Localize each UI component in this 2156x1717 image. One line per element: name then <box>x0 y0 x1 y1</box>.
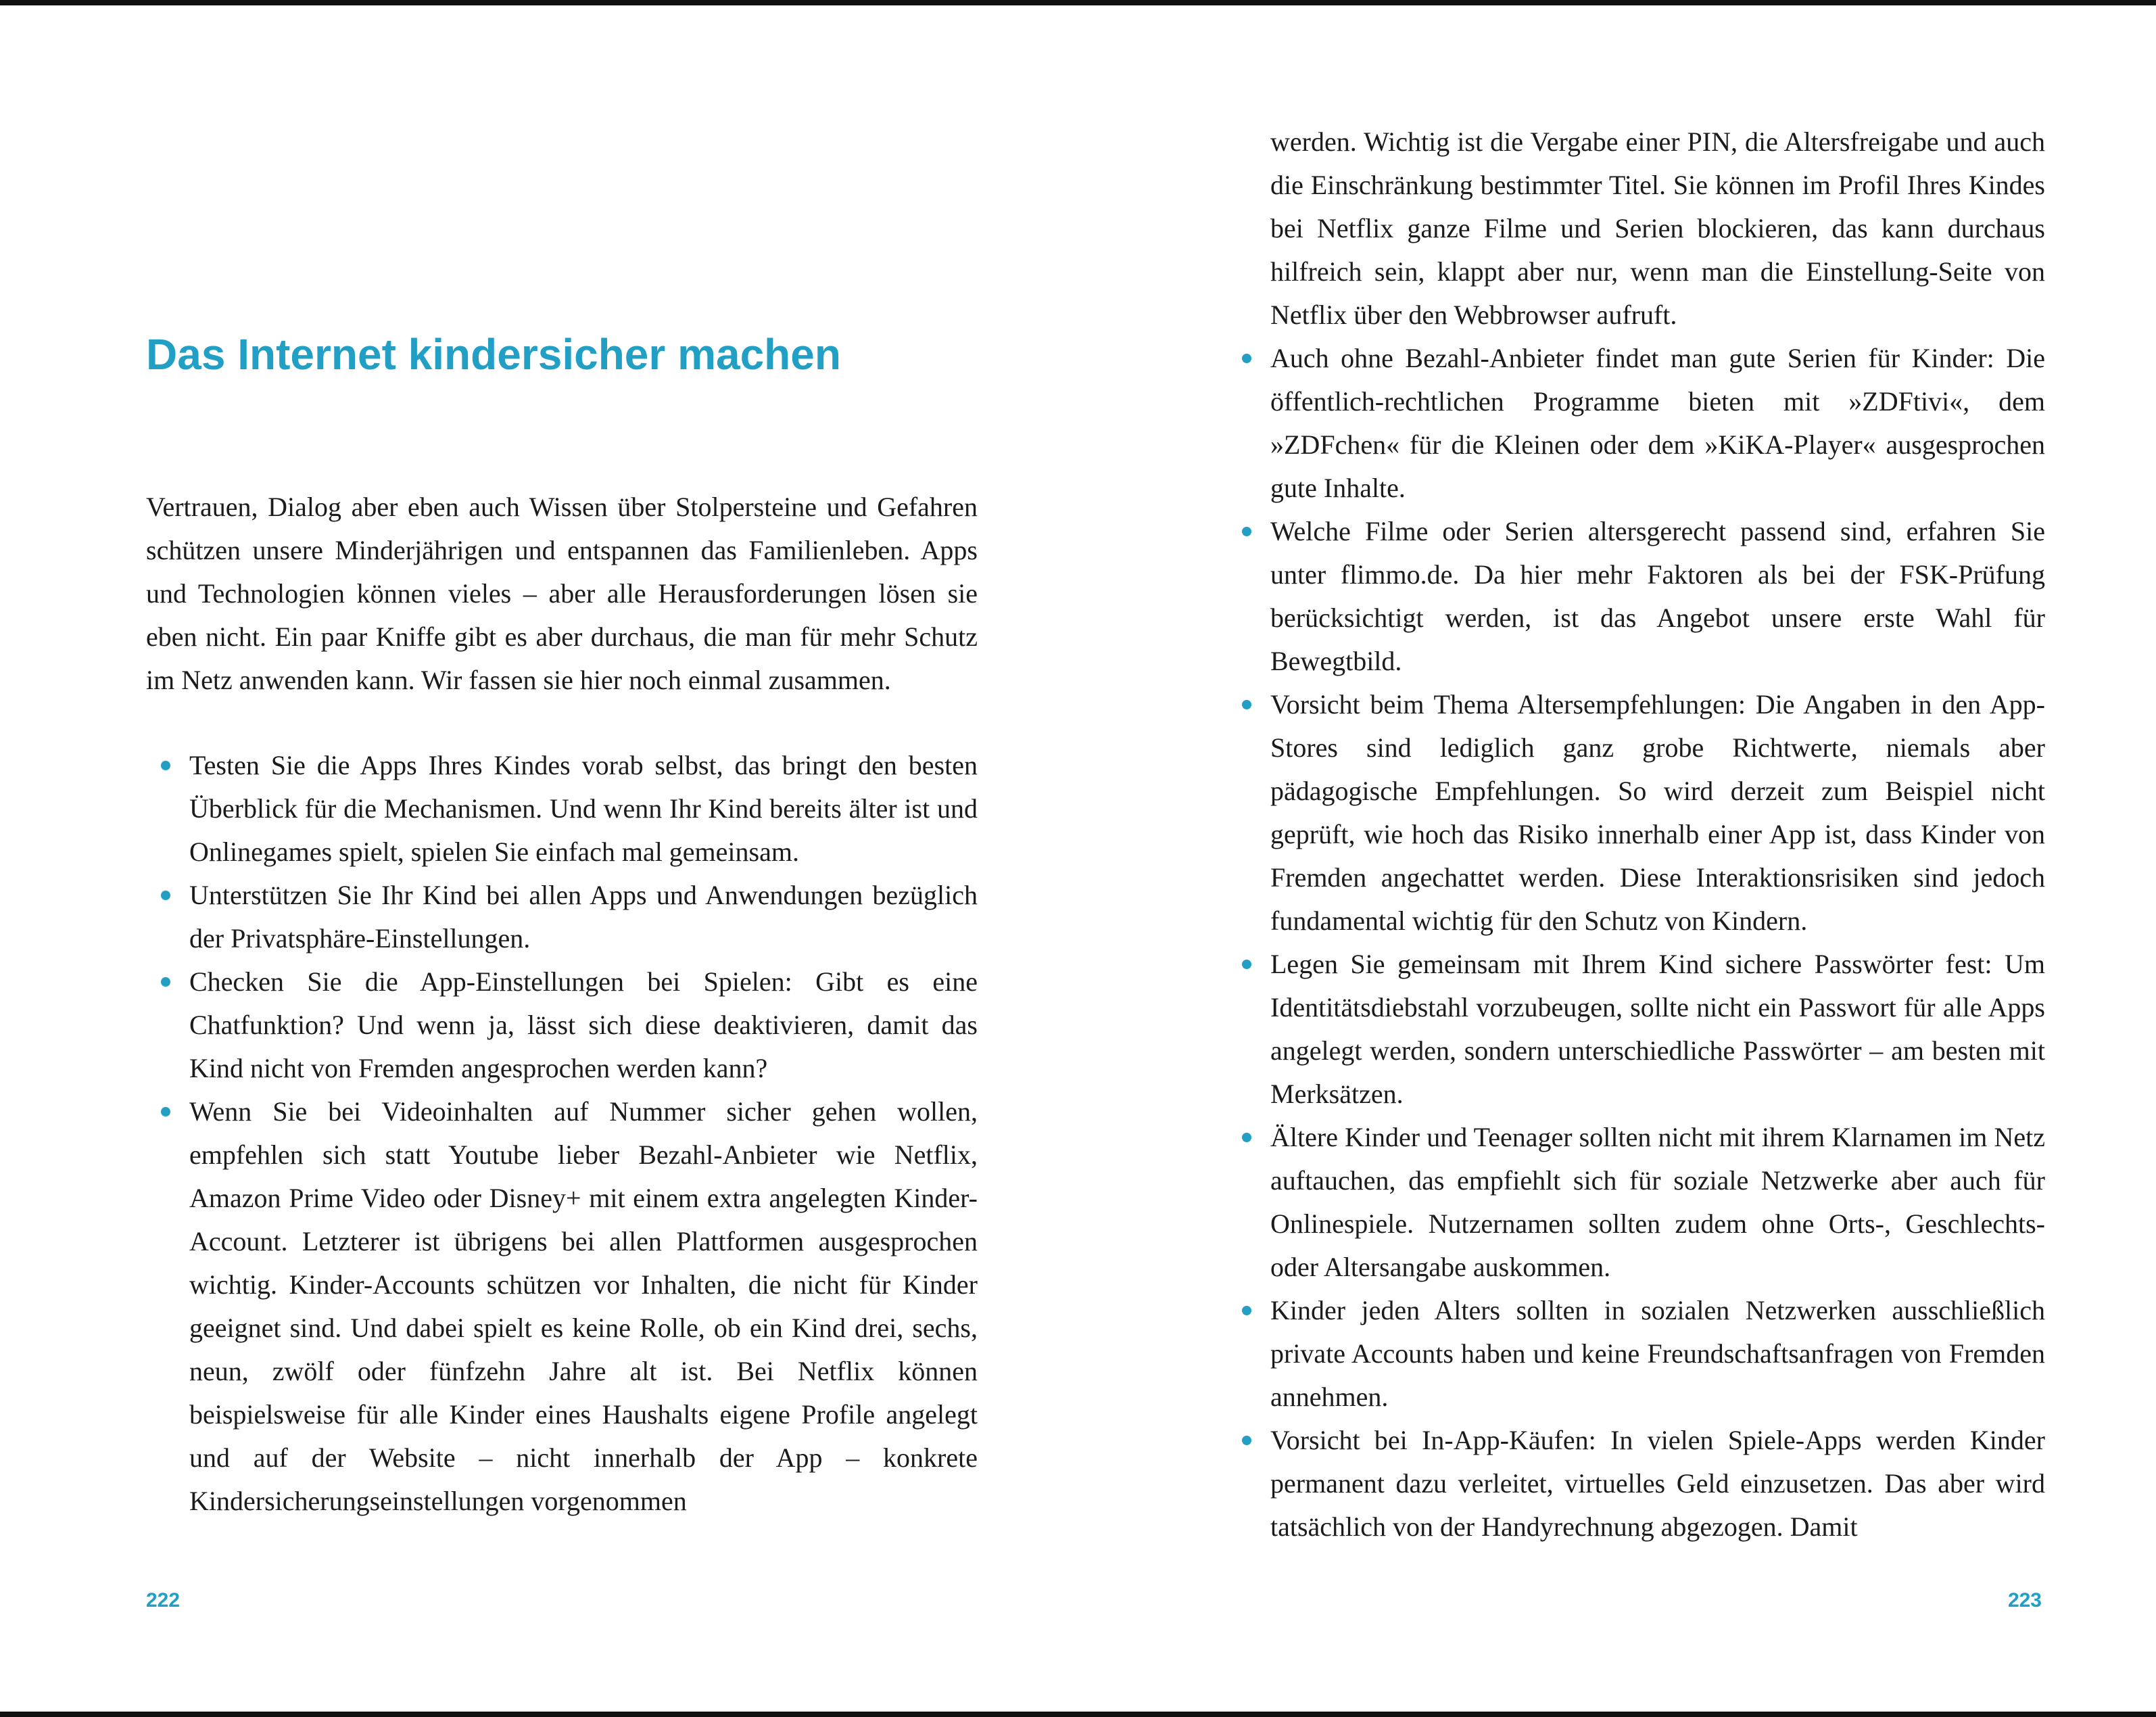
bullet-dot-icon <box>1242 700 1251 709</box>
bullet-item <box>1227 943 2045 1116</box>
bullet-dot-icon <box>1242 527 1251 536</box>
bullet-text: Auch ohne Bezahl-Anbieter findet man gute Serien für Kinder: Die öffentlich-rechtlichen Programme bieten mit »ZDFtivi«, dem »ZDFchen« für die Kleinen oder dem »KiKA-Player« ausgesprochen gute Inhalte. <box>1270 343 2045 503</box>
bullet-item <box>1227 510 2045 683</box>
chapter-heading: Das Internet kindersicher machen <box>146 330 841 379</box>
bullet-item <box>146 1090 978 1523</box>
bullet-dot-icon <box>161 761 170 770</box>
bullet-item <box>146 874 978 960</box>
bullet-item <box>1227 1419 2045 1549</box>
right-bullet-list <box>1227 337 2045 1549</box>
bullet-text: Welche Filme oder Serien altersgerecht passend sind, erfahren Sie unter flimmo.de. Da hier mehr Faktoren als bei der FSK-Prüfung berücksichtigt werden, ist das Angebot unsere erste Wahl für Bewegtbild. <box>1270 516 2045 676</box>
bullet-dot-icon <box>1242 1133 1251 1142</box>
bullet-text: Kinder jeden Alters sollten in sozialen Netzwerken ausschließlich private Accounts haben und keine Freundschaftsanfragen von Fremden annehmen. <box>1270 1295 2045 1412</box>
page-edge-top <box>0 0 2156 5</box>
bullet-dot-icon <box>161 891 170 900</box>
left-page-column <box>146 329 978 1523</box>
page-number-left: 222 <box>146 1589 181 1612</box>
bullet-dot-icon <box>161 1107 170 1116</box>
continuation-paragraph: werden. Wichtig ist die Vergabe einer PIN, die Altersfreigabe und auch die Einschränkung bestimmter Titel. Sie können im Profil Ihres Kindes bei Netflix ganze Filme und Serien blockieren, das kann durchaus hilfreich sein, klappt aber nur, wenn man die Einstellung-Seite von Netflix über den Webbrowser aufruft. <box>1270 126 2045 330</box>
bullet-text: Wenn Sie bei Videoinhalten auf Nummer sicher gehen wollen, empfehlen sich statt Youtube lieber Bezahl-Anbieter wie Netflix, Amazon Prime Video oder Disney+ mit einem extra angelegten Kinder-Account. Letzterer ist übrigens bei allen Plattformen ausgesprochen wichtig. Kinder-Accounts schützen vor Inhalten, die nicht für Kinder geeignet sind. Und dabei spielt es keine Rolle, ob ein Kind drei, sechs, neun, zwölf oder fünfzehn Jahre alt ist. Bei Netflix können beispielsweise für alle Kinder eines Haushalts eigene Profile angelegt und auf der Website – nicht innerhalb der App – konkrete Kindersicherungseinstellungen vorgenommen <box>189 1096 978 1516</box>
bullet-item <box>1227 337 2045 510</box>
bullet-text: Checken Sie die App-Einstellungen bei Spielen: Gibt es eine Chatfunktion? Und wenn ja, lässt sich diese deaktivieren, damit das Kind nicht von Fremden angesprochen werden kann? <box>189 966 978 1083</box>
bullet-text: Testen Sie die Apps Ihres Kindes vorab selbst, das bringt den besten Überblick für die Mechanismen. Und wenn Ihr Kind bereits älter ist und Onlinegames spielt, spielen Sie einfach mal gemeinsam. <box>189 750 978 867</box>
bullet-dot-icon <box>1242 354 1251 363</box>
left-bullet-list <box>146 744 978 1523</box>
bullet-item <box>1227 1116 2045 1289</box>
intro-paragraph: Vertrauen, Dialog aber eben auch Wissen über Stolpersteine und Gefahren schützen unsere Minderjährigen und entspannen das Familienleben. Apps und Technologien können vieles – aber alle Herausforderungen lösen sie eben nicht. Ein paar Kniffe gibt es aber durchaus, die man für mehr Schutz im Netz anwenden kann. Wir fassen sie hier noch einmal zusammen. <box>146 492 978 695</box>
bullet-text: Ältere Kinder und Teenager sollten nicht mit ihrem Klarnamen im Netz auftauchen, das empfiehlt sich für soziale Netzwerke aber auch für Onlinespiele. Nutzernamen sollten zudem ohne Orts-, Geschlechts- oder Altersangabe auskommen. <box>1270 1122 2045 1282</box>
bullet-text: Legen Sie gemeinsam mit Ihrem Kind sichere Passwörter fest: Um Identitätsdiebstahl vorzubeugen, sollte nicht ein Passwort für alle Apps angelegt werden, sondern unterschiedliche Passwörter – am besten mit Merksätzen. <box>1270 949 2045 1109</box>
bullet-dot-icon <box>1242 1306 1251 1315</box>
bullet-item <box>1227 1289 2045 1419</box>
bullet-dot-icon <box>1242 1436 1251 1445</box>
page-number-right: 223 <box>2007 1589 2042 1612</box>
page-edge-bottom <box>0 1712 2156 1717</box>
right-page-column <box>1227 120 2045 1549</box>
bullet-text: Vorsicht bei In-App-Käufen: In vielen Spiele-Apps werden Kinder permanent dazu verleitet, virtuelles Geld einzusetzen. Das aber wird tatsächlich von der Handyrechnung abgezogen. Damit <box>1270 1425 2045 1542</box>
bullet-text: Unterstützen Sie Ihr Kind bei allen Apps und Anwendungen bezüglich der Privatsphäre-Einstellungen. <box>189 880 978 954</box>
bullet-item <box>1227 683 2045 943</box>
bullet-item <box>146 744 978 874</box>
bullet-dot-icon <box>1242 960 1251 969</box>
bullet-dot-icon <box>161 977 170 987</box>
bullet-text: Vorsicht beim Thema Altersempfehlungen: Die Angaben in den App-Stores sind lediglich ganz grobe Richtwerte, niemals aber pädagogische Empfehlungen. So wird derzeit zum Beispiel nicht geprüft, wie hoch das Risiko innerhalb einer App ist, dass Kinder von Fremden angechattet werden. Diese Interaktionsrisiken sind jedoch fundamental wichtig für den Schutz von Kindern. <box>1270 689 2045 936</box>
bullet-item <box>146 960 978 1090</box>
